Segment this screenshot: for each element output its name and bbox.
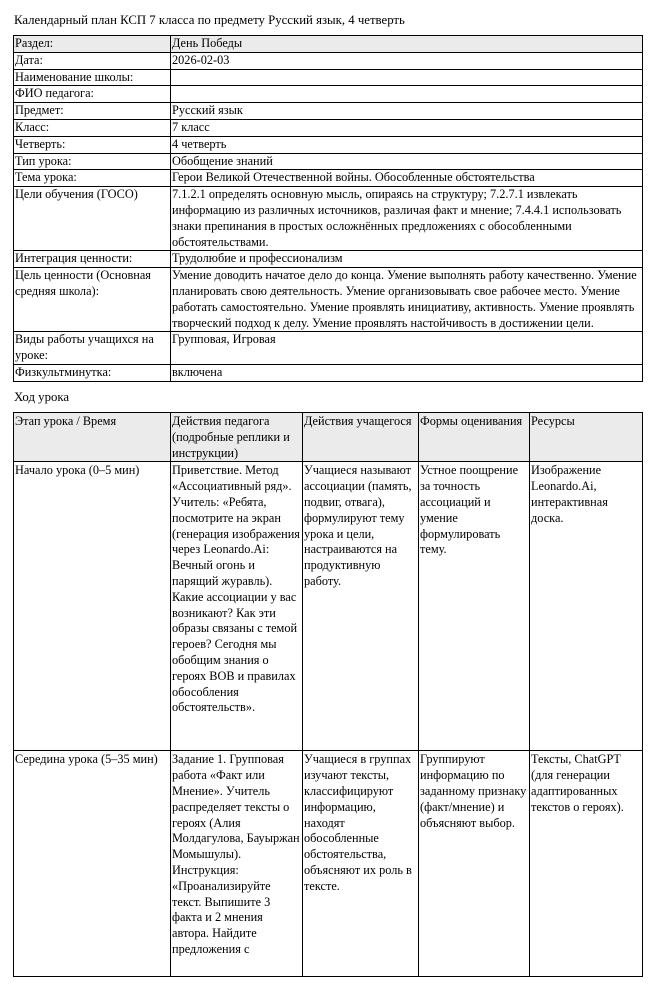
info-key: Тип урока: (14, 153, 171, 170)
info-key: ФИО педагога: (14, 86, 171, 103)
info-row-subject (14, 103, 643, 120)
info-row-section (14, 36, 643, 53)
info-value: День Победы (171, 36, 643, 53)
info-key: Предмет: (14, 103, 171, 120)
info-key: Цель ценности (Основная средняя школа): (14, 268, 171, 332)
info-row-value-goal (14, 268, 643, 332)
info-key: Интеграция ценности: (14, 251, 171, 268)
info-row-work-types (14, 332, 643, 365)
lesson-info-table (13, 35, 643, 382)
info-key: Виды работы учащихся на уроке: (14, 332, 171, 365)
lesson-header-row (14, 413, 643, 462)
info-value: 7.1.2.1 определять основную мысль, опираясь на структуру; 7.2.7.1 извлекать информацию из различных источников, различая факт и мнение; 7.4.4.1 использовать знаки препинания в простых осложнённых предложениях с обособленными обстоятельствами. (171, 187, 643, 251)
column-header-teacher-actions: Действия педагога (подробные реплики и инструкции) (171, 413, 303, 462)
cell-teacher-actions: Задание 1. Групповая работа «Факт или Мнение». Учитель распределяет тексты о героях (Алия Молдагулова, Бауыржан Момышулы). Инструкция: «Проанализируйте текст. Выпишите 3 факта и 2 мнения автора. Найдите предложения с (171, 751, 303, 977)
info-key: Тема урока: (14, 170, 171, 187)
info-key: Четверть: (14, 136, 171, 153)
section-label-lesson-flow: Ход урока (14, 390, 70, 404)
info-key: Класс: (14, 119, 171, 136)
info-value: Русский язык (171, 103, 643, 120)
cell-student-actions: Учащиеся в группах изучают тексты, классифицируют информацию, находят обособленные обстоятельства, объясняют их роль в тексте. (303, 751, 419, 977)
info-value: Групповая, Игровая (171, 332, 643, 365)
cell-teacher-actions: Приветствие. Метод «Ассоциативный ряд». Учитель: «Ребята, посмотрите на экран (генерация изображения через Leonardo.Ai: Вечный огонь и парящий журавль). Какие ассоциации у вас возникают? Как эти образы связаны с темой героев? Сегодня мы обобщим знания о героях ВОВ и правилах обособления обстоятельств». (171, 462, 303, 751)
lesson-row-middle (14, 751, 643, 977)
column-header-assessment: Формы оценивания (419, 413, 530, 462)
column-header-student-actions: Действия учащегося (303, 413, 419, 462)
info-row-quarter (14, 136, 643, 153)
info-value (171, 69, 643, 86)
info-key: Физкультминутка: (14, 364, 171, 381)
cell-assessment: Устное поощрение за точность ассоциаций и умение формулировать тему. (419, 462, 530, 751)
info-value: Герои Великой Отечественной войны. Обособленные обстоятельства (171, 170, 643, 187)
cell-resources: Изображение Leonardo.Ai, интерактивная доска. (530, 462, 643, 751)
info-value: 2026-02-03 (171, 52, 643, 69)
info-row-goals (14, 187, 643, 251)
page-title: Календарный план КСП 7 класса по предмету Русский язык, 4 четверть (14, 13, 405, 27)
column-header-stage: Этап урока / Время (14, 413, 171, 462)
cell-student-actions: Учащиеся называют ассоциации (память, подвиг, отвага), формулируют тему урока и цели, настраиваются на продуктивную работу. (303, 462, 419, 751)
info-key: Дата: (14, 52, 171, 69)
cell-resources: Тексты, ChatGPT (для генерации адаптированных текстов о героях). (530, 751, 643, 977)
info-row-lesson-type (14, 153, 643, 170)
info-row-teacher-name (14, 86, 643, 103)
info-row-topic (14, 170, 643, 187)
info-value: 7 класс (171, 119, 643, 136)
cell-assessment: Группируют информацию по заданному признаку (факт/мнение) и объясняют выбор. (419, 751, 530, 977)
info-value (171, 86, 643, 103)
column-header-resources: Ресурсы (530, 413, 643, 462)
info-row-value-integration (14, 251, 643, 268)
info-row-physical-break (14, 364, 643, 381)
info-row-class (14, 119, 643, 136)
info-row-date (14, 52, 643, 69)
cell-stage: Начало урока (0–5 мин) (14, 462, 171, 751)
info-value: 4 четверть (171, 136, 643, 153)
info-value: Трудолюбие и профессионализм (171, 251, 643, 268)
lesson-row-start (14, 462, 643, 751)
info-row-school (14, 69, 643, 86)
info-key: Наименование школы: (14, 69, 171, 86)
cell-stage: Середина урока (5–35 мин) (14, 751, 171, 977)
info-key: Цели обучения (ГОСО) (14, 187, 171, 251)
info-value: включена (171, 364, 643, 381)
info-value: Умение доводить начатое дело до конца. Умение выполнять работу качественно. Умение планировать свою деятельность. Умение организовывать свое рабочее место. Умение работать самостоятельно. Умение проявлять инициативу, активность. Умение проявлять творческий подход к делу. Умение проявлять настойчивость в достижении цели. (171, 268, 643, 332)
lesson-flow-table (13, 412, 643, 977)
info-value: Обобщение знаний (171, 153, 643, 170)
info-key: Раздел: (14, 36, 171, 53)
